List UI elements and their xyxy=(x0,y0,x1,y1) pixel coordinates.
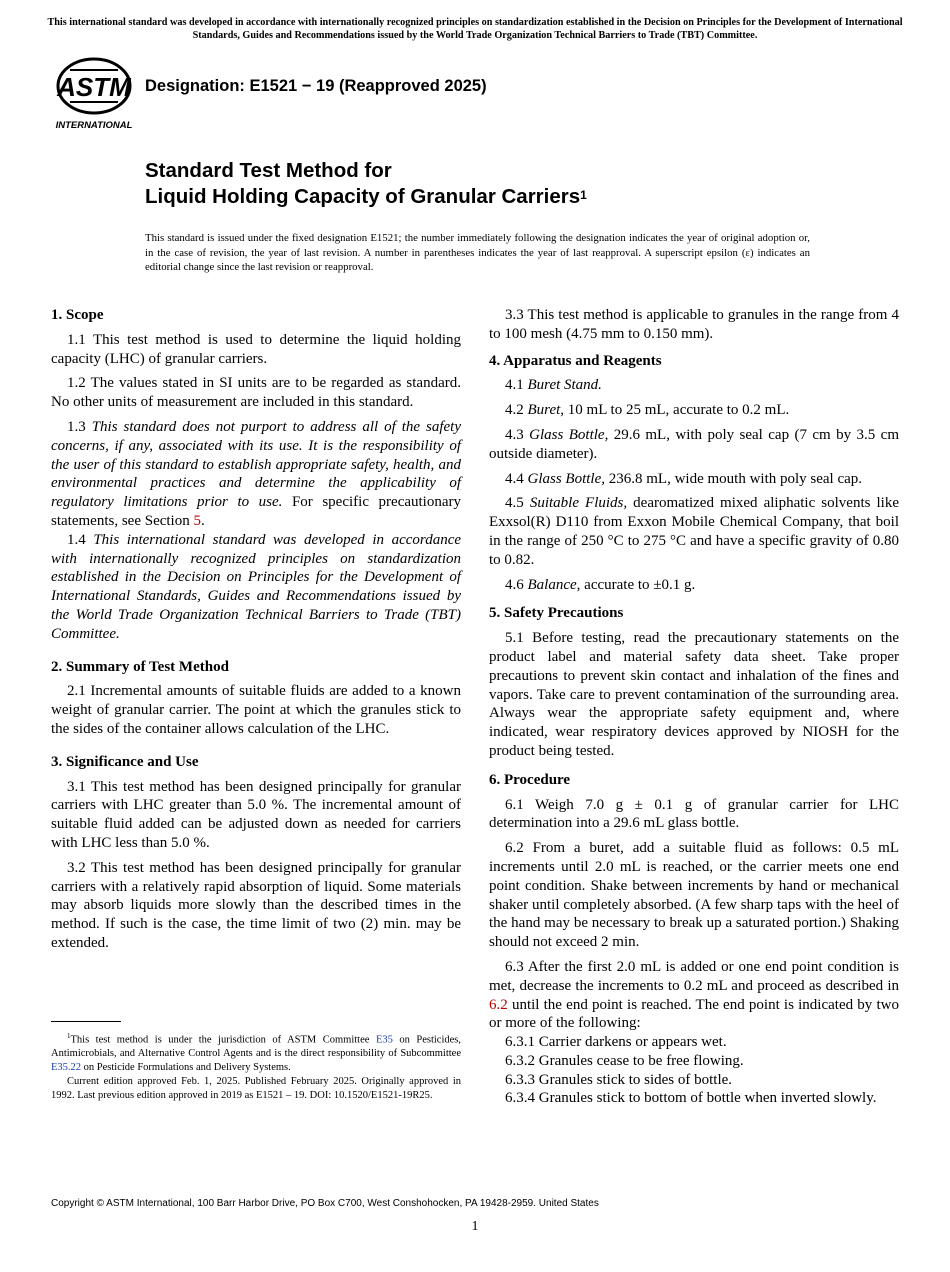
footnote-divider xyxy=(51,1021,121,1022)
section-heading-scope: 1. Scope xyxy=(51,307,104,323)
para-6-2-link[interactable]: 6.2 xyxy=(489,996,508,1013)
item-4-4: 4.4 Glass Bottle, 236.8 mL, wide mouth with poly seal cap. xyxy=(505,470,863,487)
para-1-2: 1.2 The values stated in SI units are to be regarded as standard. No other units of measurement are included in this standard. xyxy=(51,375,461,411)
tbt-notice: This international standard was developed in accordance with internationally recognized principles on standardization established in the Decision on Principles for the Development of International Standards, Guides and Recommendations issued by the World Trade Organization Technical Barriers to Trade (TBT) Committee. xyxy=(47,17,903,41)
title-line-2: Liquid Holding Capacity of Granular Carriers$^1$ xyxy=(145,185,587,208)
item-6-3-3: 6.3.3 Granules stick to sides of bottle. xyxy=(505,1071,733,1088)
para-6-2: 6.2 From a buret, add a suitable fluid as follows: 0.5 mL increments until 2.0 mL is reached, or the carrier meets one end point condition. Shake between increments by hand or mechanical shaker until completely absorbed. (A few sharp taps with the heel of the hand may be necessary to break up a saturated portion.) Shaking should not exceed 2 min. xyxy=(489,840,899,951)
section-heading-apparatus: 4. Apparatus and Reagents xyxy=(489,352,662,369)
section-heading-safety: 5. Safety Precautions xyxy=(489,605,624,622)
section-heading-procedure: 6. Procedure xyxy=(489,771,571,788)
item-4-3: 4.3 Glass Bottle, 29.6 mL, with poly seal cap (7 cm by 3.5 cm outside diameter). xyxy=(489,426,900,462)
item-6-3-2: 6.3.2 Granules cease to be free flowing. xyxy=(505,1052,744,1069)
para-6-3: 6.3 After the first 2.0 mL is added or one end point condition is met, decrease the increments to 0.2 mL and proceed as described in 6.2 until the end point is reached. The end point is indicated by two or more of the following: xyxy=(489,958,899,1032)
para-1-4: 1.4 This international standard was developed in accordance with internationally recognized principles on standardization established in the Decision on Principles for the Development of International Standards, Guides and Recommendations issued by the World Trade Organization Technical Barriers to Trade (TBT) Committee. xyxy=(51,531,462,642)
footnote-jurisdiction: $^1$This test method is under the jurisdiction of ASTM Committee E35 on Pesticides, Antimicrobials, and Alternative Control Agents and is the direct responsibility of Subcommittee E35.22 on Pesticide Formulations and Delivery Systems. xyxy=(51,1032,462,1074)
section-heading-significance: 3. Significance and Use xyxy=(51,753,199,770)
issuance-note: This standard is issued under the fixed designation E1521; the number immediately following the designation indicates the year of original adoption or, in the case of revision, the year of last revision. A number in parentheses indicates the year of last reapproval. A superscript epsilon (ε) indicates an editorial change since the last revision or reapproval. xyxy=(145,232,810,273)
section-heading-summary: 2. Summary of Test Method xyxy=(51,658,229,675)
right-column xyxy=(489,306,899,1108)
para-6-1: 6.1 Weigh 7.0 g ± 0.1 g of granular carrier for LHC determination into a 29.6 mL glass bottle. xyxy=(489,796,899,832)
para-1-3: 1.3 This standard does not purport to address all of the safety concerns, if any, associated with its use. It is the responsibility of the user of this standard to establish appropriate safety, health, and environmental practices and determine the applicability of regulatory limitations prior to use. For specific precautionary statements, see Section 5. xyxy=(51,418,462,529)
page-number: 1 xyxy=(471,1219,479,1234)
para-3-1: 3.1 This test method has been designed principally for granular carriers with LHC greater than 5.0 %. The incremental amount of suitable fluid added can be adjusted down as needed for carriers with LHC less than 5.0 %. xyxy=(51,778,461,851)
para-3-3: 3.3 This test method is applicable to granules in the range from 4 to 100 mesh (4.75 mm to 0.150 mm). xyxy=(489,307,899,342)
logo-letters: ASTM xyxy=(57,72,131,102)
item-4-2: 4.2 Buret, 10 mL to 25 mL, accurate to 0.2 mL. xyxy=(505,402,790,419)
title-footnote-mark[interactable]: 1 xyxy=(580,188,587,202)
designation: Designation: E1521 − 19 (Reapproved 2025) xyxy=(145,77,487,95)
para-1-1: 1.1 This test method is used to determine the liquid holding capacity (LHC) of granular carriers. xyxy=(51,331,461,367)
logo-caption: INTERNATIONAL xyxy=(55,120,133,131)
footnote-edition: Current edition approved Feb. 1, 2025. Published February 2025. Originally approved in 1992. Last previous edition approved in 2019 as E1521 – 19. DOI: 10.1520/E1521-19R25. xyxy=(51,1075,461,1101)
section-5-link[interactable]: 5 xyxy=(193,512,201,529)
astm-logo xyxy=(52,56,136,132)
item-4-1: 4.1 Buret Stand. xyxy=(505,377,602,394)
footnote xyxy=(51,1030,461,1102)
committee-e35-link[interactable]: E35 xyxy=(375,1034,393,1046)
copyright: Copyright © ASTM International, 100 Barr Harbor Drive, PO Box C700, West Conshohocken, PA 19428-2959. United States xyxy=(51,1198,599,1209)
subcommittee-e35-22-link[interactable]: E35.22 xyxy=(51,1062,82,1074)
para-2-1: 2.1 Incremental amounts of suitable fluids are added to a known weight of granular carrier. The point at which the granules stick to the sides of the container allows calculation of the LHC. xyxy=(51,683,461,737)
item-6-3-4: 6.3.4 Granules stick to bottom of bottle when inverted slowly. xyxy=(505,1090,877,1107)
page-title xyxy=(145,158,845,210)
item-6-3-1: 6.3.1 Carrier darkens or appears wet. xyxy=(505,1034,727,1051)
left-column xyxy=(51,306,461,953)
title-line-1: Standard Test Method for xyxy=(145,159,392,182)
item-4-6: 4.6 Balance, accurate to ±0.1 g. xyxy=(505,576,696,593)
para-3-2: 3.2 This test method has been designed principally for granular carriers with a relatively rapid absorption of liquid. Some materials may absorb liquids more slowly than the described times in the method. If such is the case, the time limit of two (2) min. may be extended. xyxy=(51,859,461,951)
item-4-5: 4.5 Suitable Fluids, dearomatized mixed aliphatic solvents like Exxsol(R) D110 from Exxon Mobile Chemical Company, that boil in the range of 250 °C to 275 °C and have a specific gravity of 0.80 to 0.82. xyxy=(489,495,899,568)
para-5-1: 5.1 Before testing, read the precautionary statements on the product label and material safety data sheet. Take proper precautions to prevent skin contact and inhalation of the fines and vapors. Take care to prevent contamination of the surrounding area. Always wear the appropriate safety equipment and, where indicated, wear respiratory devices approved by NIOSH for the product being tested. xyxy=(489,630,899,759)
